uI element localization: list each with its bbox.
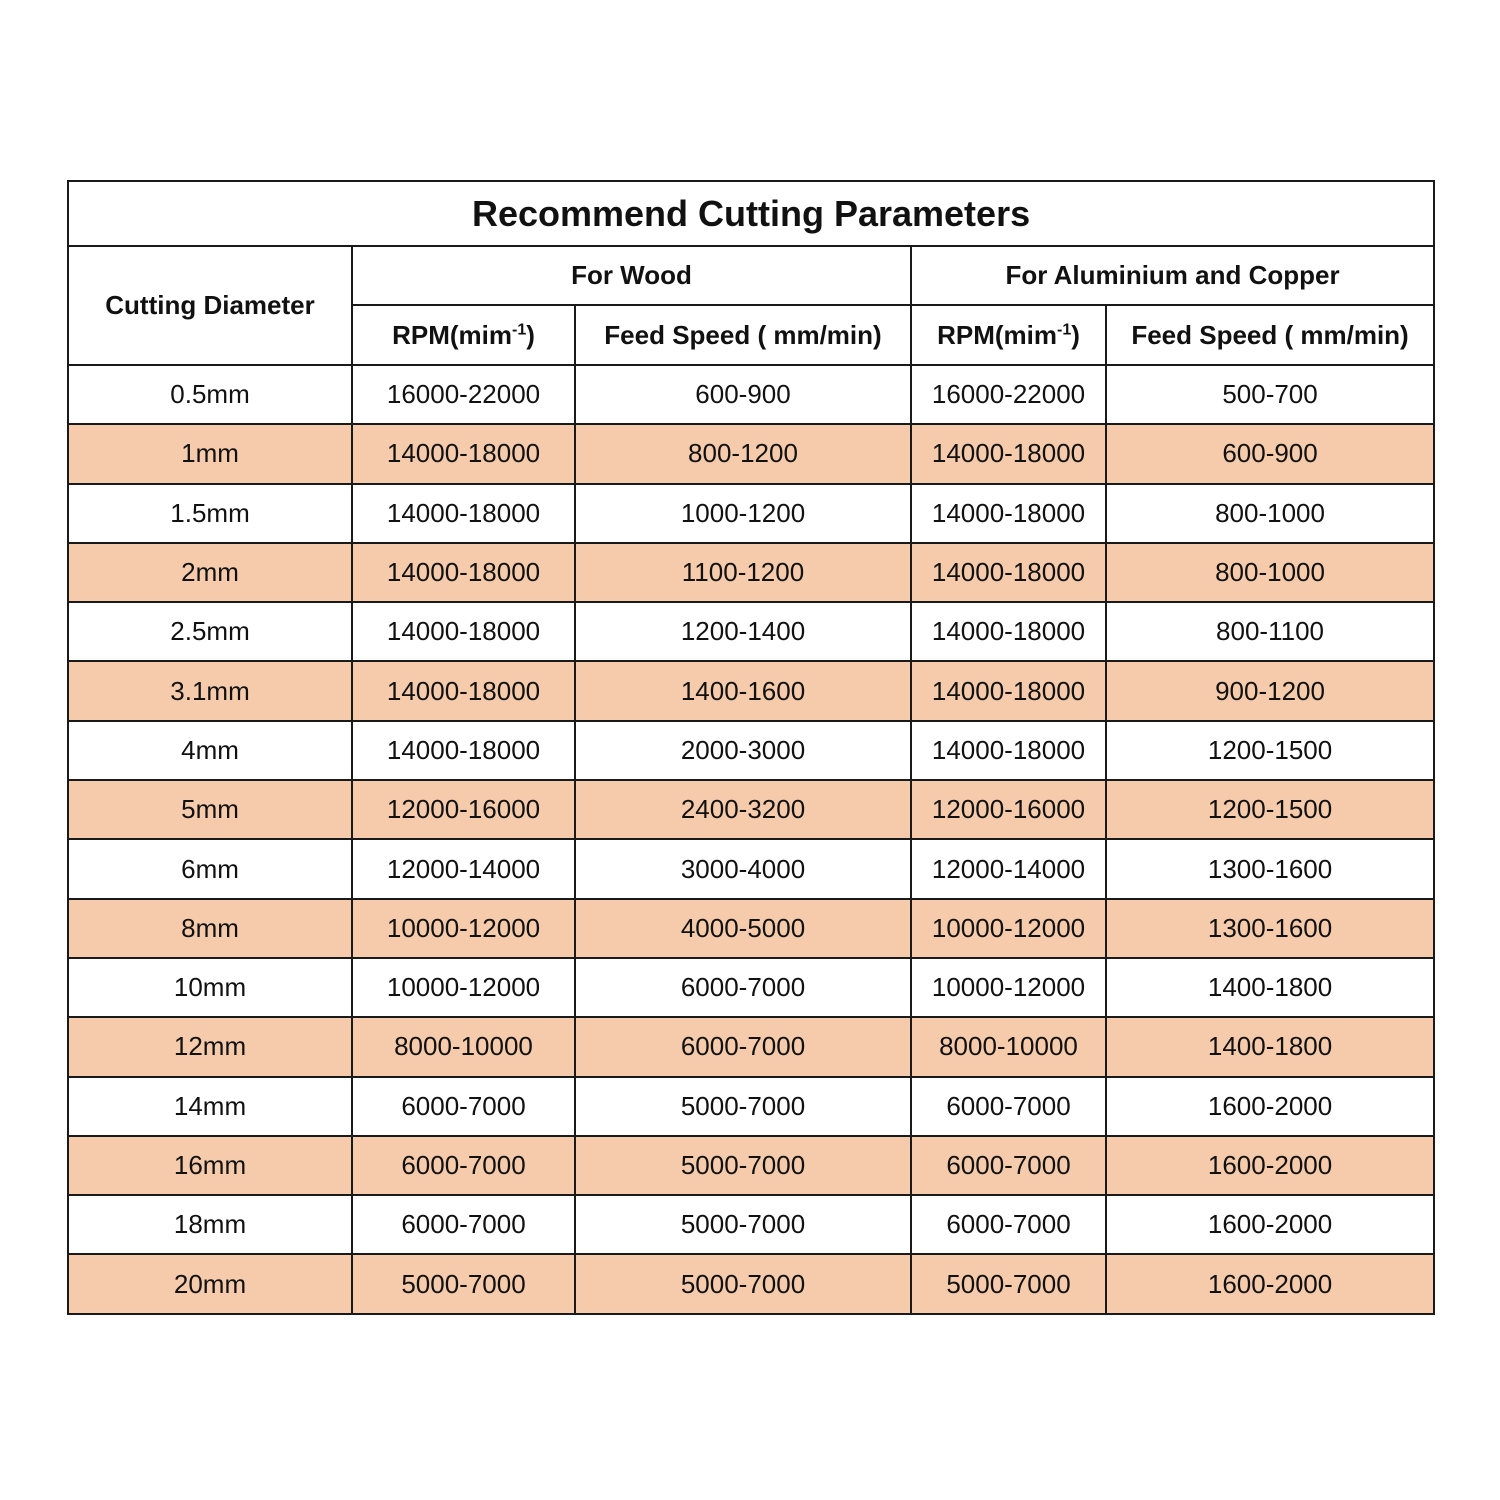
header-wood-feed: Feed Speed ( mm/min) xyxy=(575,305,911,365)
cell-wood-rpm: 14000-18000 xyxy=(352,661,575,720)
cell-diameter: 10mm xyxy=(68,958,352,1017)
cell-metal-feed: 600-900 xyxy=(1106,424,1434,483)
cell-metal-feed: 1200-1500 xyxy=(1106,721,1434,780)
cell-metal-rpm: 14000-18000 xyxy=(911,543,1106,602)
rpm-label: RPM(mim xyxy=(937,319,1057,350)
cell-wood-rpm: 12000-16000 xyxy=(352,780,575,839)
cell-metal-rpm: 8000-10000 xyxy=(911,1017,1106,1076)
cell-wood-feed: 5000-7000 xyxy=(575,1254,911,1313)
header-metal-feed: Feed Speed ( mm/min) xyxy=(1106,305,1434,365)
cell-wood-feed: 2000-3000 xyxy=(575,721,911,780)
cell-metal-feed: 1400-1800 xyxy=(1106,1017,1434,1076)
rpm-exponent: -1 xyxy=(512,320,527,338)
cell-wood-feed: 4000-5000 xyxy=(575,899,911,958)
cell-metal-rpm: 14000-18000 xyxy=(911,424,1106,483)
header-for-wood: For Wood xyxy=(352,246,911,305)
cell-wood-rpm: 16000-22000 xyxy=(352,365,575,424)
cell-wood-feed: 5000-7000 xyxy=(575,1195,911,1254)
header-cutting-diameter: Cutting Diameter xyxy=(68,246,352,365)
table-row xyxy=(68,1017,1434,1076)
cell-diameter: 2mm xyxy=(68,543,352,602)
table-row xyxy=(68,424,1434,483)
cell-diameter: 18mm xyxy=(68,1195,352,1254)
cell-wood-feed: 1400-1600 xyxy=(575,661,911,720)
cell-diameter: 2.5mm xyxy=(68,602,352,661)
cell-diameter: 4mm xyxy=(68,721,352,780)
cell-metal-rpm: 14000-18000 xyxy=(911,721,1106,780)
table-row xyxy=(68,543,1434,602)
table-row xyxy=(68,1077,1434,1136)
table-row xyxy=(68,958,1434,1017)
cell-wood-rpm: 8000-10000 xyxy=(352,1017,575,1076)
cutting-parameters-table xyxy=(67,180,1435,1315)
cell-wood-rpm: 10000-12000 xyxy=(352,899,575,958)
cell-metal-feed: 1600-2000 xyxy=(1106,1195,1434,1254)
cell-metal-feed: 800-1100 xyxy=(1106,602,1434,661)
cell-metal-rpm: 14000-18000 xyxy=(911,661,1106,720)
cell-metal-feed: 1300-1600 xyxy=(1106,839,1434,898)
table-row xyxy=(68,780,1434,839)
cell-wood-feed: 600-900 xyxy=(575,365,911,424)
cell-wood-feed: 6000-7000 xyxy=(575,1017,911,1076)
cell-diameter: 1.5mm xyxy=(68,484,352,543)
cell-diameter: 20mm xyxy=(68,1254,352,1313)
cell-wood-feed: 3000-4000 xyxy=(575,839,911,898)
table-row xyxy=(68,839,1434,898)
rpm-exponent: -1 xyxy=(1057,320,1072,338)
cell-wood-feed: 5000-7000 xyxy=(575,1077,911,1136)
cell-diameter: 5mm xyxy=(68,780,352,839)
cell-wood-rpm: 6000-7000 xyxy=(352,1136,575,1195)
cell-wood-rpm: 12000-14000 xyxy=(352,839,575,898)
cell-wood-rpm: 6000-7000 xyxy=(352,1195,575,1254)
cell-wood-feed: 1200-1400 xyxy=(575,602,911,661)
cell-diameter: 3.1mm xyxy=(68,661,352,720)
cell-wood-rpm: 10000-12000 xyxy=(352,958,575,1017)
cell-wood-feed: 2400-3200 xyxy=(575,780,911,839)
table-row xyxy=(68,484,1434,543)
header-wood-rpm xyxy=(352,305,575,365)
table-row xyxy=(68,1254,1434,1313)
table-row xyxy=(68,1136,1434,1195)
cell-metal-feed: 900-1200 xyxy=(1106,661,1434,720)
cell-wood-rpm: 14000-18000 xyxy=(352,484,575,543)
cell-metal-rpm: 5000-7000 xyxy=(911,1254,1106,1313)
cell-metal-rpm: 12000-16000 xyxy=(911,780,1106,839)
table-row xyxy=(68,661,1434,720)
cell-metal-feed: 800-1000 xyxy=(1106,484,1434,543)
cell-wood-feed: 5000-7000 xyxy=(575,1136,911,1195)
cell-wood-feed: 6000-7000 xyxy=(575,958,911,1017)
table-title: Recommend Cutting Parameters xyxy=(68,181,1434,246)
cell-diameter: 8mm xyxy=(68,899,352,958)
cell-metal-feed: 1600-2000 xyxy=(1106,1136,1434,1195)
rpm-label: RPM(mim xyxy=(392,319,512,350)
cell-wood-rpm: 14000-18000 xyxy=(352,424,575,483)
cell-metal-rpm: 6000-7000 xyxy=(911,1077,1106,1136)
cell-wood-rpm: 14000-18000 xyxy=(352,543,575,602)
cell-wood-rpm: 6000-7000 xyxy=(352,1077,575,1136)
table-row xyxy=(68,721,1434,780)
cell-diameter: 16mm xyxy=(68,1136,352,1195)
cell-metal-feed: 800-1000 xyxy=(1106,543,1434,602)
cell-metal-rpm: 12000-14000 xyxy=(911,839,1106,898)
cell-metal-feed: 1400-1800 xyxy=(1106,958,1434,1017)
cell-wood-feed: 1100-1200 xyxy=(575,543,911,602)
table-row xyxy=(68,602,1434,661)
table-row xyxy=(68,365,1434,424)
cell-diameter: 0.5mm xyxy=(68,365,352,424)
cell-diameter: 1mm xyxy=(68,424,352,483)
cell-diameter: 14mm xyxy=(68,1077,352,1136)
rpm-close: ) xyxy=(1071,319,1080,350)
cell-metal-feed: 1300-1600 xyxy=(1106,899,1434,958)
cell-wood-rpm: 5000-7000 xyxy=(352,1254,575,1313)
cell-metal-rpm: 14000-18000 xyxy=(911,484,1106,543)
table-row xyxy=(68,899,1434,958)
cell-metal-rpm: 10000-12000 xyxy=(911,899,1106,958)
cell-wood-rpm: 14000-18000 xyxy=(352,721,575,780)
cell-wood-feed: 1000-1200 xyxy=(575,484,911,543)
cell-metal-feed: 500-700 xyxy=(1106,365,1434,424)
header-for-aluminium-copper: For Aluminium and Copper xyxy=(911,246,1434,305)
cell-metal-feed: 1600-2000 xyxy=(1106,1077,1434,1136)
cell-wood-rpm: 14000-18000 xyxy=(352,602,575,661)
cell-metal-rpm: 6000-7000 xyxy=(911,1136,1106,1195)
cell-wood-feed: 800-1200 xyxy=(575,424,911,483)
cell-metal-rpm: 6000-7000 xyxy=(911,1195,1106,1254)
cell-diameter: 6mm xyxy=(68,839,352,898)
cell-metal-rpm: 10000-12000 xyxy=(911,958,1106,1017)
rpm-close: ) xyxy=(526,319,535,350)
cell-metal-feed: 1600-2000 xyxy=(1106,1254,1434,1313)
header-metal-rpm xyxy=(911,305,1106,365)
cell-metal-feed: 1200-1500 xyxy=(1106,780,1434,839)
cell-metal-rpm: 14000-18000 xyxy=(911,602,1106,661)
cell-diameter: 12mm xyxy=(68,1017,352,1076)
cell-metal-rpm: 16000-22000 xyxy=(911,365,1106,424)
table-row xyxy=(68,1195,1434,1254)
